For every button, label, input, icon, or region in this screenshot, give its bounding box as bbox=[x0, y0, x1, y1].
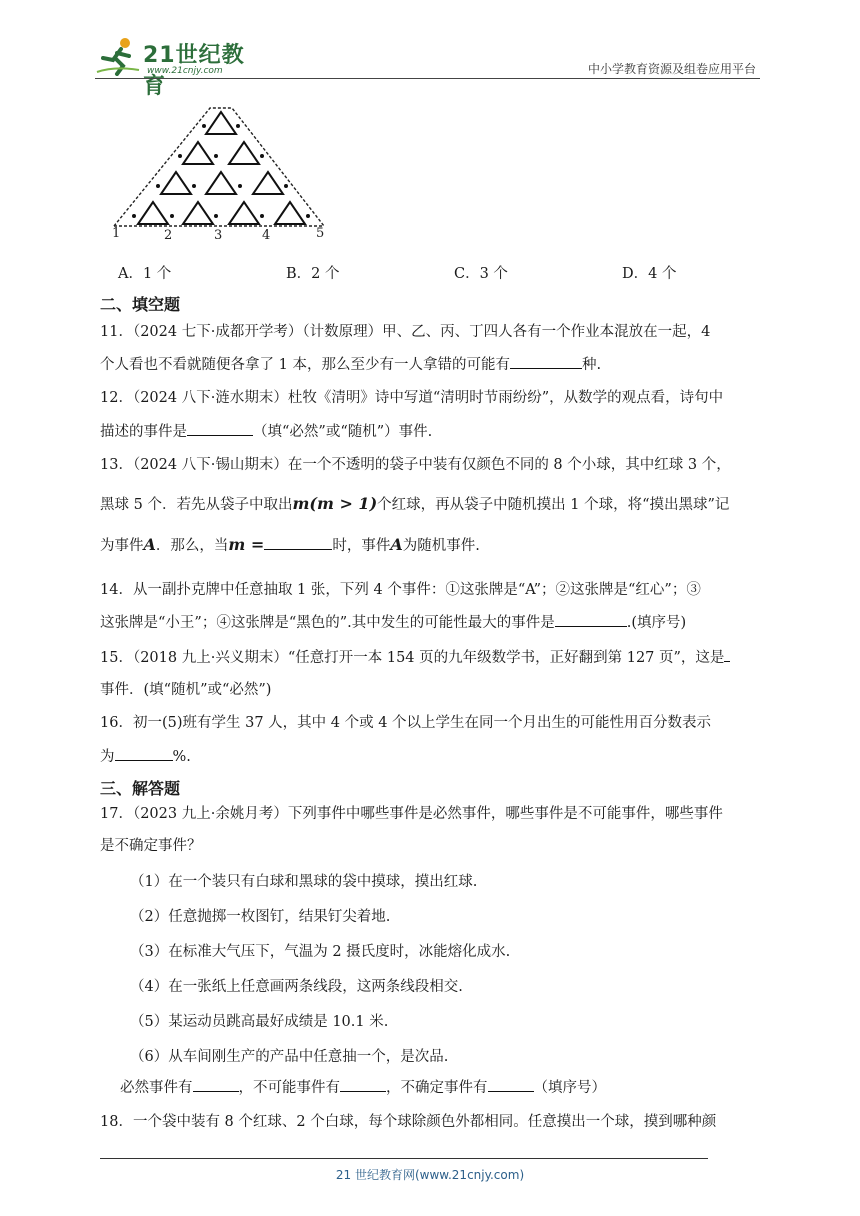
q14-text-a: 这张牌是“小王”；④这张牌是“黑色的”.其中发生的可能性最大的事件是 bbox=[100, 615, 555, 631]
triangle-diagram bbox=[106, 104, 330, 244]
q17-line-2: 是不确定事件？ bbox=[100, 838, 202, 854]
footer-divider bbox=[100, 1158, 708, 1159]
option-a: A．1 个 bbox=[118, 266, 172, 282]
figure-label-5: 5 bbox=[316, 226, 325, 241]
q17-item-6: （6）从车间刚生产的产品中任意抽一个，是次品. bbox=[130, 1049, 449, 1065]
q15-line-1 bbox=[100, 647, 765, 668]
figure-label-4: 4 bbox=[262, 228, 271, 243]
q12-text-b: （填“必然”或“随机”）事件. bbox=[253, 424, 433, 440]
q16-line-2 bbox=[100, 746, 765, 767]
page-footer: 21 世纪教育网(www.21cnjy.com) bbox=[335, 1168, 525, 1182]
q13-math-m2: m = bbox=[228, 535, 265, 554]
section-title-fill: 二、填空题 bbox=[100, 295, 181, 314]
header-divider bbox=[95, 78, 760, 79]
triangle-figure bbox=[106, 104, 330, 244]
q16-blank bbox=[115, 746, 173, 761]
q13-text-e: 时，事件 bbox=[332, 538, 391, 554]
q14-text-b: .(填序号) bbox=[626, 615, 687, 631]
option-c: C．3 个 bbox=[454, 266, 508, 282]
q15-text: 15．（2018 九上·兴义期末）“任意打开一本 154 页的九年级数学书，正好翻到第 127 页”，这是 bbox=[100, 650, 725, 666]
q13-line-3 bbox=[100, 535, 765, 556]
option-d: D．4 个 bbox=[622, 266, 677, 282]
q17-item-4: （4）在一张纸上任意画两条线段，这两条线段相交. bbox=[130, 979, 463, 995]
q13-text-a: 黑球 5 个．若先从袋子中取出 bbox=[100, 497, 293, 513]
q17-answer-c: ，不确定事件有 bbox=[386, 1080, 488, 1096]
q13-text-b: 个红球，再从袋子中随机摸出 1 个球，将“摸出黑球”记 bbox=[377, 497, 730, 513]
q17-answer-d: （填序号） bbox=[533, 1080, 606, 1096]
runner-logo-icon bbox=[95, 36, 141, 76]
q17-blank-2 bbox=[340, 1077, 386, 1092]
header-platform-text: 中小学教育资源及组卷应用平台 bbox=[587, 62, 756, 76]
q13-blank bbox=[264, 535, 332, 550]
q15-blank bbox=[724, 647, 730, 662]
q17-blank-1 bbox=[193, 1077, 239, 1092]
q17-blank-3 bbox=[488, 1077, 534, 1092]
q11-text-a: 个人看也不看就随便各拿了 1 本，那么至少有一人拿错的可能有 bbox=[100, 357, 510, 373]
q13-text-f: 为随机事件. bbox=[402, 538, 480, 554]
q17-answer-line bbox=[120, 1076, 606, 1097]
q11-line-1: 11．（2024 七下·成都开学考）（计数原理）甲、乙、丙、丁四人各有一个作业本混放在一起，4 bbox=[100, 324, 711, 340]
q12-blank bbox=[187, 421, 253, 436]
q17-item-5: （5）某运动员跳高最好成绩是 10.1 米. bbox=[130, 1014, 389, 1030]
figure-label-2: 2 bbox=[164, 228, 173, 243]
q17-item-3: （3）在标准大气压下，气温为 2 摄氏度时，冰能熔化成水. bbox=[130, 944, 511, 960]
q13-text-c: 为事件 bbox=[100, 538, 144, 554]
q17-item-1: （1）在一个装只有白球和黑球的袋中摸球，摸出红球. bbox=[130, 874, 478, 890]
q13-math-m: m(m > 1) bbox=[292, 494, 378, 513]
page-header bbox=[95, 30, 760, 99]
q16-text-b: %. bbox=[172, 749, 191, 765]
option-b: B．2 个 bbox=[286, 266, 340, 282]
q13-line-1: 13．（2024 八下·锡山期末）在一个不透明的袋子中装有仅颜色不同的 8 个小球，其中红球 3 个， bbox=[100, 457, 731, 473]
q14-line-1: 14．从一副扑克牌中任意抽取 1 张，下列 4 个事件：①这张牌是“A”；②这张牌是“红心”；③ bbox=[100, 582, 701, 598]
q13-line-2 bbox=[100, 494, 765, 515]
q11-text-b: 种. bbox=[581, 357, 602, 373]
q13-math-a1: A bbox=[143, 535, 156, 554]
q16-text-a: 为 bbox=[100, 749, 115, 765]
q14-blank bbox=[555, 612, 627, 627]
logo-url: www.21cnjy.com bbox=[147, 66, 223, 76]
q18-line-1: 18．一个袋中装有 8 个红球、2 个白球，每个球除颜色外都相同。任意摸出一个球，摸到哪种颜 bbox=[100, 1114, 717, 1130]
q12-text-a: 描述的事件是 bbox=[100, 424, 187, 440]
q13-text-d: ．那么，当 bbox=[155, 538, 229, 554]
q13-math-a2: A bbox=[390, 535, 403, 554]
q12-line-1: 12．（2024 八下·涟水期末）杜牧《清明》诗中写道“清明时节雨纷纷”，从数学的观点看，诗句中 bbox=[100, 390, 724, 406]
q11-blank bbox=[510, 354, 582, 369]
q16-line-1: 16．初一(5)班有学生 37 人，其中 4 个或 4 个以上学生在同一个月出生的可能性用百分数表示 bbox=[100, 715, 712, 731]
section-title-answer: 三、解答题 bbox=[100, 779, 181, 798]
q17-answer-b: ，不可能事件有 bbox=[238, 1080, 340, 1096]
site-logo bbox=[95, 36, 265, 99]
q12-line-2 bbox=[100, 421, 765, 442]
q15-line-2: 事件．(填“随机”或“必然”) bbox=[100, 682, 272, 698]
q17-item-2: （2）任意抛掷一枚图钉，结果钉尖着地. bbox=[130, 909, 391, 925]
logo-text: 21世纪教育 bbox=[143, 43, 245, 99]
q11-line-2 bbox=[100, 354, 765, 375]
q17-line-1: 17．（2023 九上·余姚月考）下列事件中哪些事件是必然事件，哪些事件是不可能事件，哪些事件 bbox=[100, 806, 723, 822]
q17-answer-a: 必然事件有 bbox=[120, 1080, 193, 1096]
figure-label-3: 3 bbox=[214, 228, 223, 243]
figure-label-1: 1 bbox=[112, 226, 121, 241]
q14-line-2 bbox=[100, 612, 765, 633]
